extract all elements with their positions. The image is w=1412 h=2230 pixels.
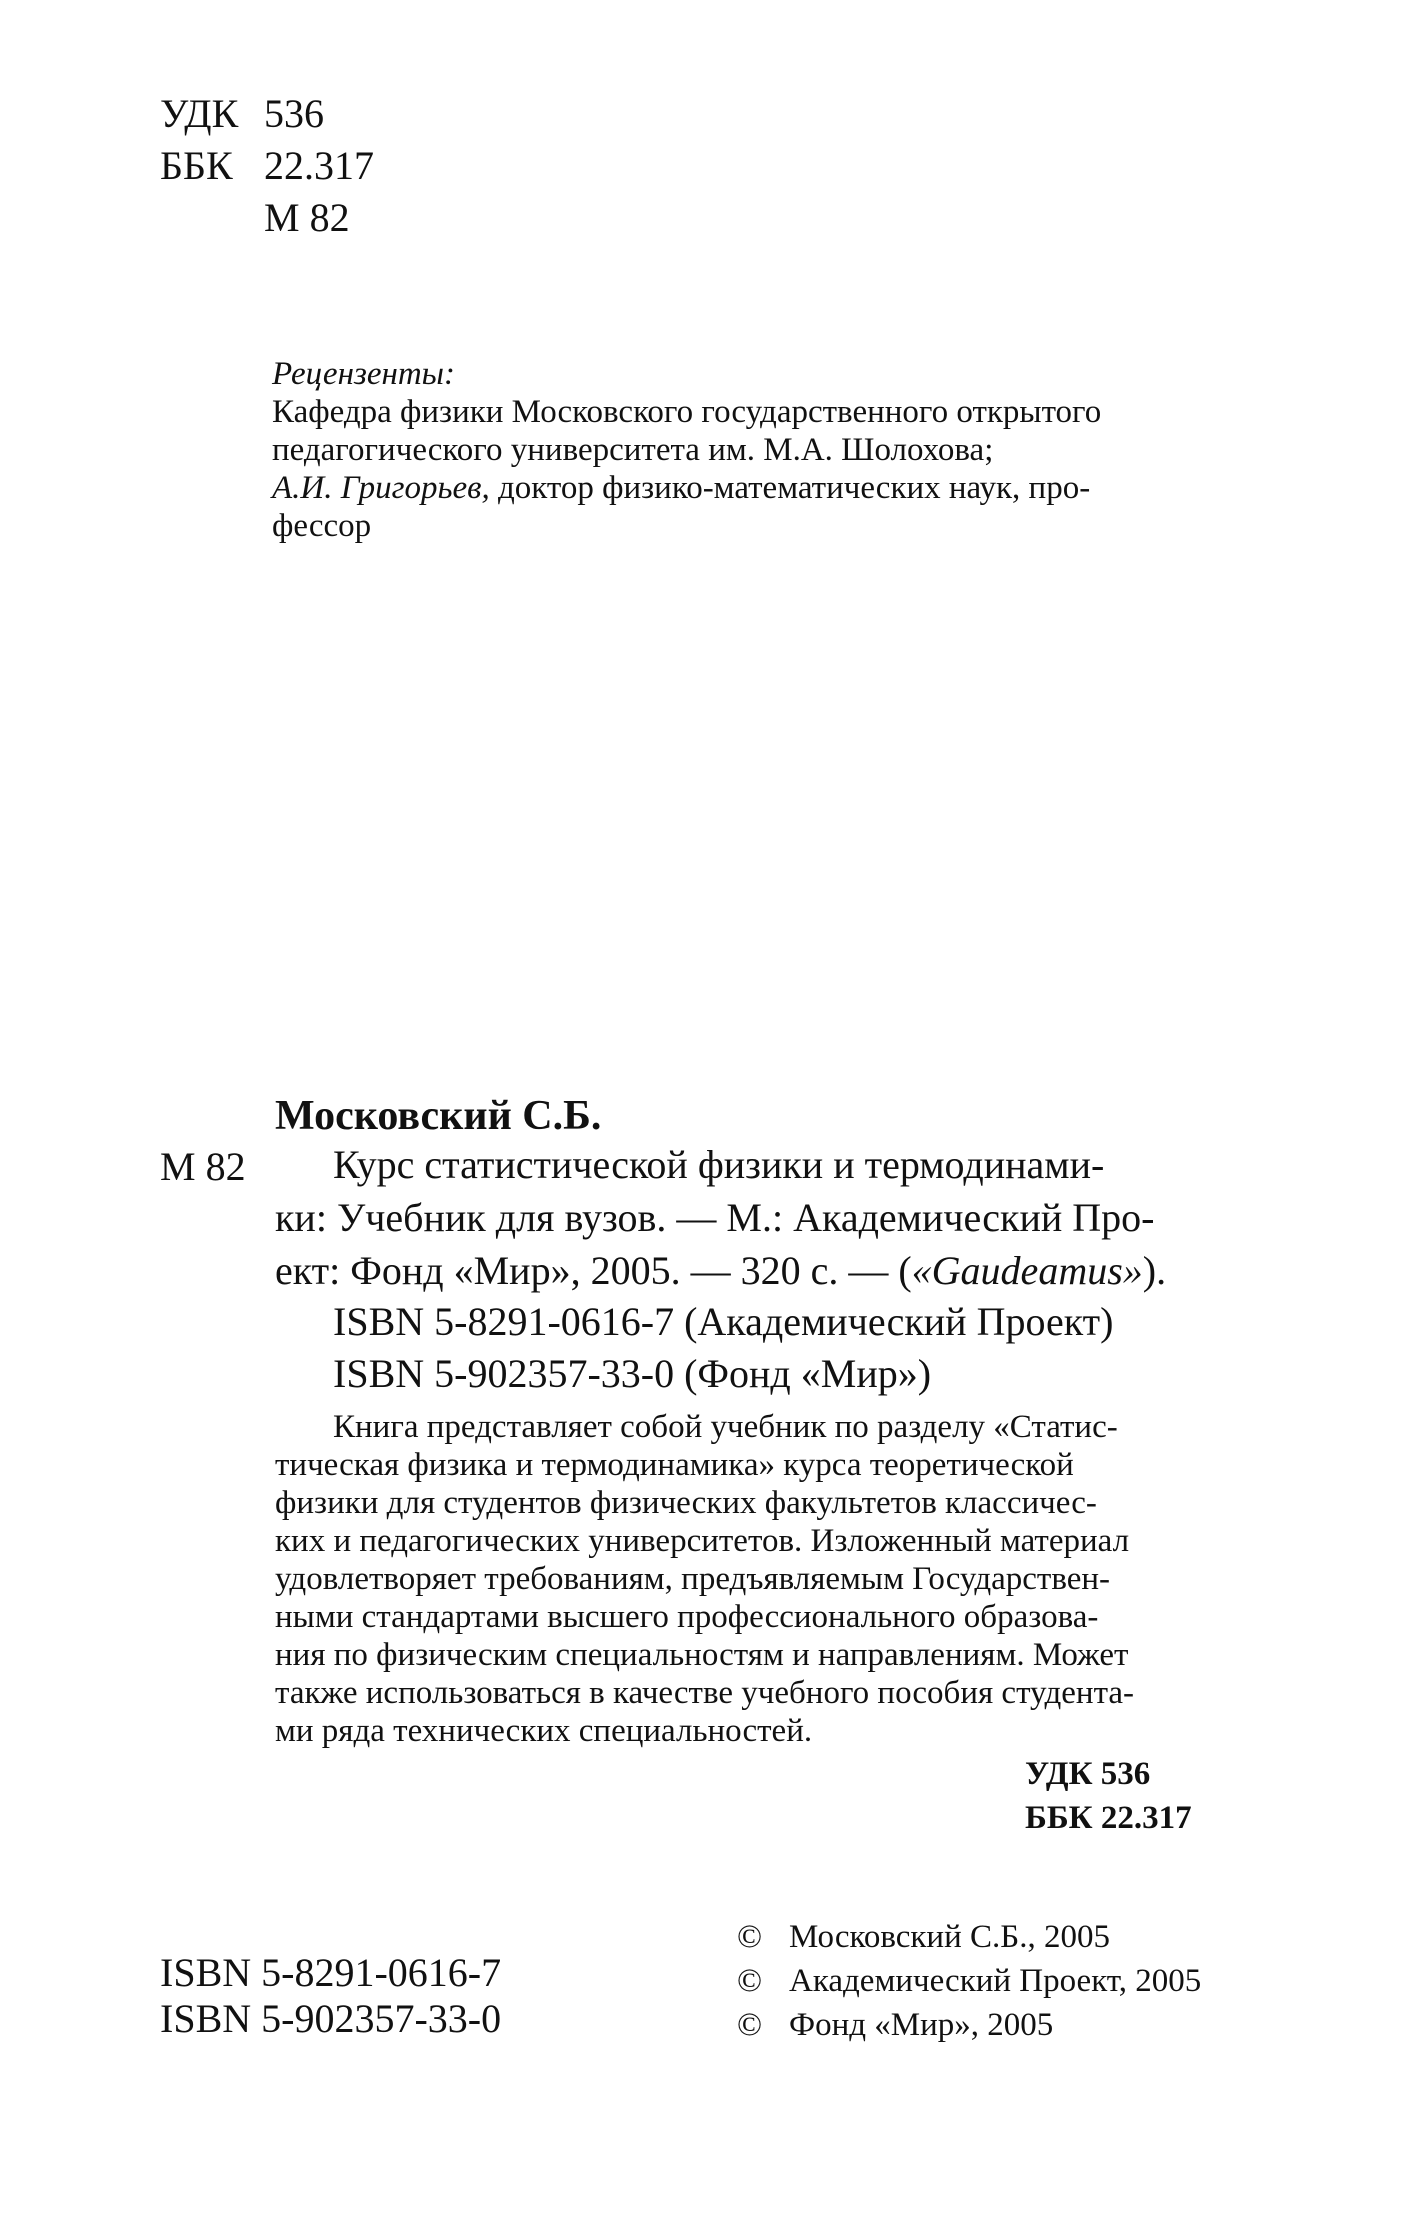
annotation-line: также использоваться в качестве учебного пособия студента- bbox=[275, 1675, 1135, 1711]
reviewers-line-1: Кафедра физики Московского государственного открытого bbox=[272, 394, 1102, 430]
copyright-icon: © bbox=[737, 1963, 763, 1999]
reviewer-credentials: доктор физико-математических наук, про- bbox=[489, 470, 1091, 506]
entry-title bbox=[275, 1138, 1260, 1297]
title-line-3 bbox=[275, 1244, 1260, 1297]
entry-isbn-2: ISBN 5-902357-33-0 (Фонд «Мир») bbox=[333, 1351, 932, 1396]
author-mark: М 82 bbox=[264, 195, 350, 240]
udk-value: 536 bbox=[264, 91, 324, 136]
copyright-icon: © bbox=[737, 2007, 763, 2043]
reviewers-line-3 bbox=[272, 469, 1252, 507]
annotation-line: тическая физика и термодинамика» курса теоретической bbox=[275, 1447, 1074, 1483]
udk-row bbox=[160, 88, 374, 140]
udk-label: УДК bbox=[160, 91, 239, 136]
reviewers-heading: Рецензенты: bbox=[272, 356, 456, 392]
entry-code: М 82 bbox=[160, 1144, 246, 1189]
entry-isbn-1: ISBN 5-8291-0616-7 (Академический Проект) bbox=[333, 1299, 1114, 1344]
annotation bbox=[275, 1408, 1255, 1750]
author-mark-row bbox=[160, 192, 374, 244]
annotation-line: ких и педагогических университетов. Изложенный материал bbox=[275, 1523, 1130, 1559]
bbk-label: ББК bbox=[160, 143, 233, 188]
copyright-block bbox=[737, 1915, 1201, 2047]
reviewers-line-2: педагогического университета им. М.А. Шолохова; bbox=[272, 432, 994, 468]
annotation-line: ми ряда технических специальностей. bbox=[275, 1713, 813, 1749]
annotation-line: удовлетворяет требованиям, предъявляемым Государствен- bbox=[275, 1561, 1111, 1597]
footer-isbn-1: ISBN 5-8291-0616-7 bbox=[160, 1950, 502, 1995]
title-line-3-post: ). bbox=[1142, 1248, 1167, 1293]
copyright-line bbox=[737, 1959, 1201, 2003]
copyright-holder: Фонд «Мир», 2005 bbox=[789, 2007, 1054, 2043]
reviewers-block bbox=[272, 355, 1252, 545]
bbk-row bbox=[160, 140, 374, 192]
annotation-line: ными стандартами высшего профессионального образова- bbox=[275, 1599, 1099, 1635]
title-line-3-pre: ект: Фонд «Мир», 2005. — 320 с. — ( bbox=[275, 1248, 912, 1293]
copyright-holder: Московский С.Б., 2005 bbox=[789, 1919, 1110, 1955]
bottom-udk: УДК 536 bbox=[1025, 1756, 1151, 1792]
reviewer-name: А.И. Григорьев, bbox=[272, 470, 490, 506]
entry-isbn-block bbox=[333, 1296, 1113, 1400]
annotation-line: ния по физическим специальностям и направлениям. Может bbox=[275, 1637, 1129, 1673]
copyright-line bbox=[737, 2003, 1201, 2047]
classification-top bbox=[160, 88, 374, 244]
copyright-line bbox=[737, 1915, 1201, 1959]
copyright-holder: Академический Проект, 2005 bbox=[789, 1963, 1202, 1999]
bottom-bbk: ББК 22.317 bbox=[1025, 1800, 1192, 1836]
reviewers-line-4: фессор bbox=[272, 508, 372, 544]
bbk-value: 22.317 bbox=[264, 143, 374, 188]
entry-author: Московский С.Б. bbox=[275, 1093, 602, 1139]
title-line-2: ки: Учебник для вузов. — М.: Академический Про- bbox=[275, 1195, 1155, 1240]
annotation-line: Книга представляет собой учебник по разделу «Статис- bbox=[333, 1409, 1118, 1445]
classification-bottom bbox=[1025, 1752, 1192, 1840]
isbn-footer bbox=[160, 1950, 501, 2042]
series-name: «Gaudeamus» bbox=[911, 1248, 1143, 1293]
footer-isbn-2: ISBN 5-902357-33-0 bbox=[160, 1996, 502, 2041]
copyright-icon: © bbox=[737, 1919, 763, 1955]
annotation-line: физики для студентов физических факультетов классичес- bbox=[275, 1485, 1097, 1521]
title-line-1: Курс статистической физики и термодинами- bbox=[333, 1142, 1105, 1187]
